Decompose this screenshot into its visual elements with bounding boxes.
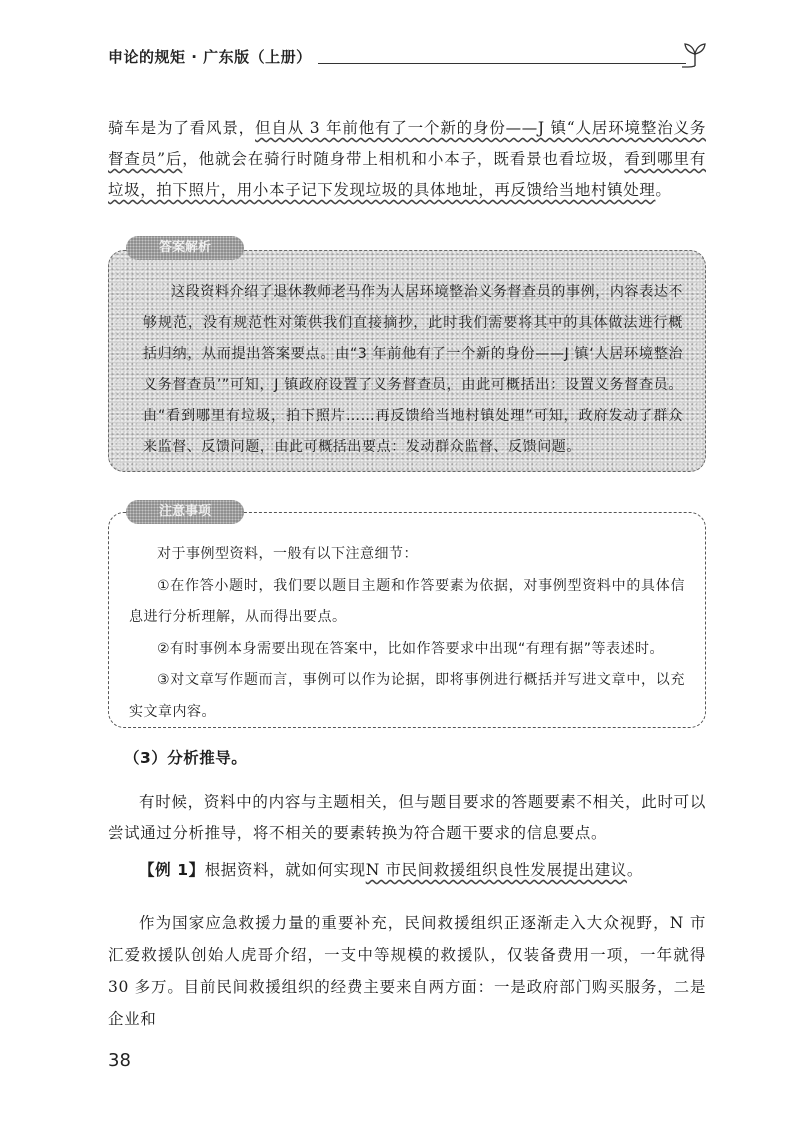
- section-paragraph: 有时候，资料中的内容与主题相关，但与题目要求的答题要素不相关，此时可以尝试通过分析推导，将不相关的要素转换为符合题干要求的信息要点。: [108, 793, 706, 842]
- example-label: 【例 1】: [139, 861, 205, 879]
- tips-box: [108, 512, 706, 728]
- example-line: [108, 855, 706, 886]
- analysis-box: [108, 250, 706, 472]
- tips-item-2: ②有时事例本身需要出现在答案中，比如作答要求中出现“有理有据”等表述时。: [157, 640, 665, 657]
- example-prefix: 根据资料，就如何实现: [204, 861, 366, 879]
- material-body: [108, 907, 706, 1035]
- intro-underlined-2: 看到哪里有垃圾，拍下照片，用小本子记下发现垃圾的具体地址，再反馈给当地村镇处理: [108, 150, 706, 199]
- intro-paragraph: [108, 113, 706, 206]
- tips-tag: 注意事项: [126, 500, 244, 524]
- example-suffix: 。: [626, 861, 644, 879]
- tips-item-3: ③对文章写作题而言，事例可以作为论据，即将事例进行概括并写进文章中，以充实文章内容。: [129, 672, 685, 720]
- section-heading: （3）分析推导。: [124, 749, 248, 767]
- intro-underlined-1: 但自从 3 年前他有了一个新的身份——J 镇“人居环境整治义务督查员”后: [108, 119, 706, 168]
- page-number: 38: [108, 1050, 131, 1071]
- sprout-icon: [680, 40, 710, 70]
- header-rule: [318, 63, 686, 64]
- analysis-tag: 答案解析: [126, 236, 244, 260]
- section-body: [108, 787, 706, 886]
- analysis-text: 这段资料介绍了退休教师老马作为人居环境整治义务督查员的事例，内容表达不够规范，没有规范性对策供我们直接摘抄，此时我们需要将其中的具体做法进行概括归纳，从而提出答案要点。由“3 年前他有了一个新的身份——J 镇‘人居环境整治义务督查员’”可知，J 镇政府设置了义务督查员，由此可概括出：设置义务督查员。由“看到哪里有垃圾，拍下照片……再反馈给当地村镇处理”可知，政府发动了群众来监督、反馈问题，由此可概括出要点：发动群众监督、反馈问题。: [143, 284, 683, 455]
- intro-text-2: ，他就会在骑行时随身带上相机和小本子，既看景也看垃圾，: [182, 150, 625, 168]
- material-paragraph: 作为国家应急救援力量的重要补充，民间救援组织正逐渐走入大众视野，N 市汇爱救援队创始人虎哥介绍，一支中等规模的救援队，仅装备费用一项，一年就得 30 多万。目前民间救援组织的经费主要来自两方面：一是政府部门购买服务，二是企业和: [108, 914, 706, 1028]
- tips-intro: 对于事例型资料，一般有以下注意细节：: [157, 546, 418, 562]
- tips-item-1: ①在作答小题时，我们要以题目主题和作答要素为依据，对事例型资料中的具体信息进行分析理解，从而得出要点。: [129, 577, 685, 625]
- running-header: 申论的规矩 · 广东版（上册）: [108, 48, 312, 66]
- example-underlined: N 市民间救援组织良性发展提出建议: [365, 861, 627, 879]
- intro-text-1: 骑车是为了看风景，: [108, 119, 256, 137]
- intro-text-3: 。: [655, 181, 672, 199]
